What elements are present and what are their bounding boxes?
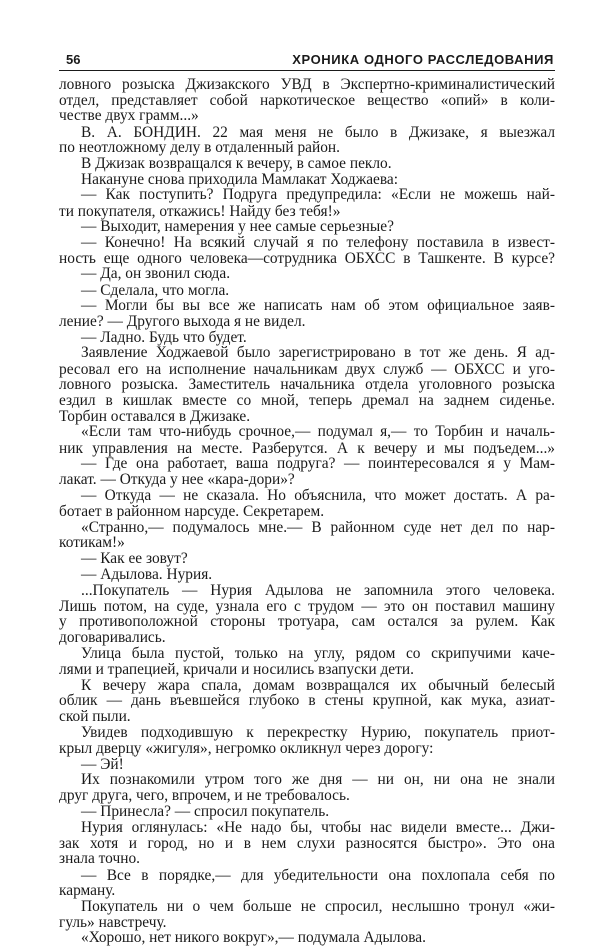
text-line: Их познакомили утром того же дня — ни он, ни она не знали [81, 771, 555, 789]
text-line: В. А. БОНДИН. 22 мая меня не было в Джизаке, я выезжал [81, 123, 555, 141]
text-line: — Эй! [81, 755, 124, 773]
text-line: Торбин оставался в Джизаке. [59, 407, 251, 425]
text-line: — Сделала, что могла. [81, 281, 230, 299]
text-line: — Да, он звонил сюда. [81, 265, 231, 283]
text-line: знала точно. [59, 850, 140, 868]
text-line: — Адылова. Нурия. [81, 566, 213, 584]
text-line: К вечеру жара спала, домам возвращался их обычный белесый [81, 676, 555, 694]
running-title: ХРОНИКА ОДНОГО РАССЛЕДОВАНИЯ [292, 52, 554, 67]
text-line: Увидев подходившую к перекрестку Нурию, покупатель приот- [81, 724, 555, 742]
text-line: — Откуда — не сказала. Но объяснила, что может достать. А ра- [81, 486, 555, 504]
page-number: 56 [66, 52, 81, 67]
text-line: — Принесла? — спросил покупатель. [81, 803, 330, 821]
text-line: — Конечно! На всякий случай я по телефону поставила в извест- [81, 234, 555, 251]
text-line: ти покупателя, откажись! Найду без тебя!» [59, 202, 341, 220]
text-line: — Ладно. Будь что будет. [81, 328, 247, 346]
text-line: ник управления на месте. Разберутся. А к вечеру и мы подъедем...» [59, 439, 555, 457]
text-line: ловного розыска Джизакского УВД в Экспертно-криминалистический [59, 76, 555, 93]
text-line: карману. [59, 882, 116, 900]
text-line: Заявление Ходжаевой было зарегистрировано в тот же день. Я ад- [81, 344, 555, 362]
text-line: — Все в порядке,— для убедительности она похлопала себя по [81, 866, 555, 884]
text-line: ловного розыска. Заместитель начальника отдела уголовного розыска [59, 376, 555, 394]
text-line: Накануне снова приходила Мамлакат Ходжаева: [81, 170, 399, 188]
text-line: ботает в районном нарсуде. Секретарем. [59, 503, 325, 521]
text-line: отдел, представляет собой наркотическое вещество «опий» в коли- [59, 91, 555, 109]
text-line: ность еще одного человека—сотрудника ОБХСС в Ташкенте. В курсе? [59, 249, 555, 267]
text-line: — Выходит, намерения у нее самые серьезные? [81, 218, 394, 236]
text-line: Лишь потом, на суде, узнала его с трудом — это он поставил машину [59, 597, 555, 615]
text-line: — Где она работает, ваша подруга? — поинтересовался я у Мам- [81, 455, 555, 473]
text-line: зак хотя и город, но и в нем слухи разносятся быстро». Это она [59, 834, 555, 852]
text-line: друг друга, чего, впрочем, и не требовалось. [59, 786, 350, 804]
text-line: ...Покупатель — Нурия Адылова не запомнила этого человека. [81, 582, 555, 599]
text-line: ресовал его на исполнение начальникам двух служб — ОБХСС и уго- [59, 360, 555, 378]
text-line: ской пыли. [59, 707, 131, 725]
text-line: — Могли бы вы все же написать нам об этом официальное заяв- [81, 297, 555, 315]
text-line: — Как поступить? Подруга предупредила: «Если не можешь най- [81, 186, 555, 204]
text-line: «Если там что-нибудь срочное,— подумал я,— то Торбин и началь- [81, 423, 555, 441]
text-line: «Странно,— подумалось мне.— В районном суде нет дел по нар- [81, 518, 555, 536]
text-line: ление? — Другого выхода я не видел. [59, 313, 306, 330]
text-line: честве двух грамм...» [59, 107, 199, 125]
text-line: крыл дверцу «жигуля», негромко окликнул через дорогу: [59, 740, 434, 757]
text-line: — Как ее зовут? [81, 549, 188, 567]
text-line: лакат. — Откуда у нее «кара-дори»? [59, 470, 295, 488]
text-line: Покупатель ни о чем больше не спросил, неслышно тронул «жи- [81, 898, 555, 915]
text-line: «Хорошо, нет никого вокруг»,— подумала Адылова. [81, 929, 426, 947]
text-line: договаривались. [59, 628, 166, 646]
text-line: Нурия оглянулась: «Не надо бы, чтобы нас видели вместе... Джи- [81, 819, 555, 836]
text-line: ездил в кишлак вместе со мной, теперь дремал на заднем сиденье. [59, 392, 555, 409]
text-line: облик — дань въевшейся глубоко в стены крупной, как мука, азиат- [59, 692, 555, 710]
text-line: лями и трапецией, кричали и носились взапуски дети. [59, 661, 414, 678]
text-line: по неотложному делу в отдаленный район. [59, 139, 340, 157]
running-header [59, 50, 555, 71]
text-line: котикам!» [59, 534, 125, 552]
text-line: гуль» навстречу. [59, 913, 167, 931]
text-line: В Джизак возвращался к вечеру, в самое пекло. [81, 155, 392, 172]
text-line: у противоположной стороны тротуара, сам остался за рулем. Как [59, 613, 555, 631]
text-line: Улица была пустой, только на углу, рядом со скрипучими каче- [81, 645, 555, 663]
